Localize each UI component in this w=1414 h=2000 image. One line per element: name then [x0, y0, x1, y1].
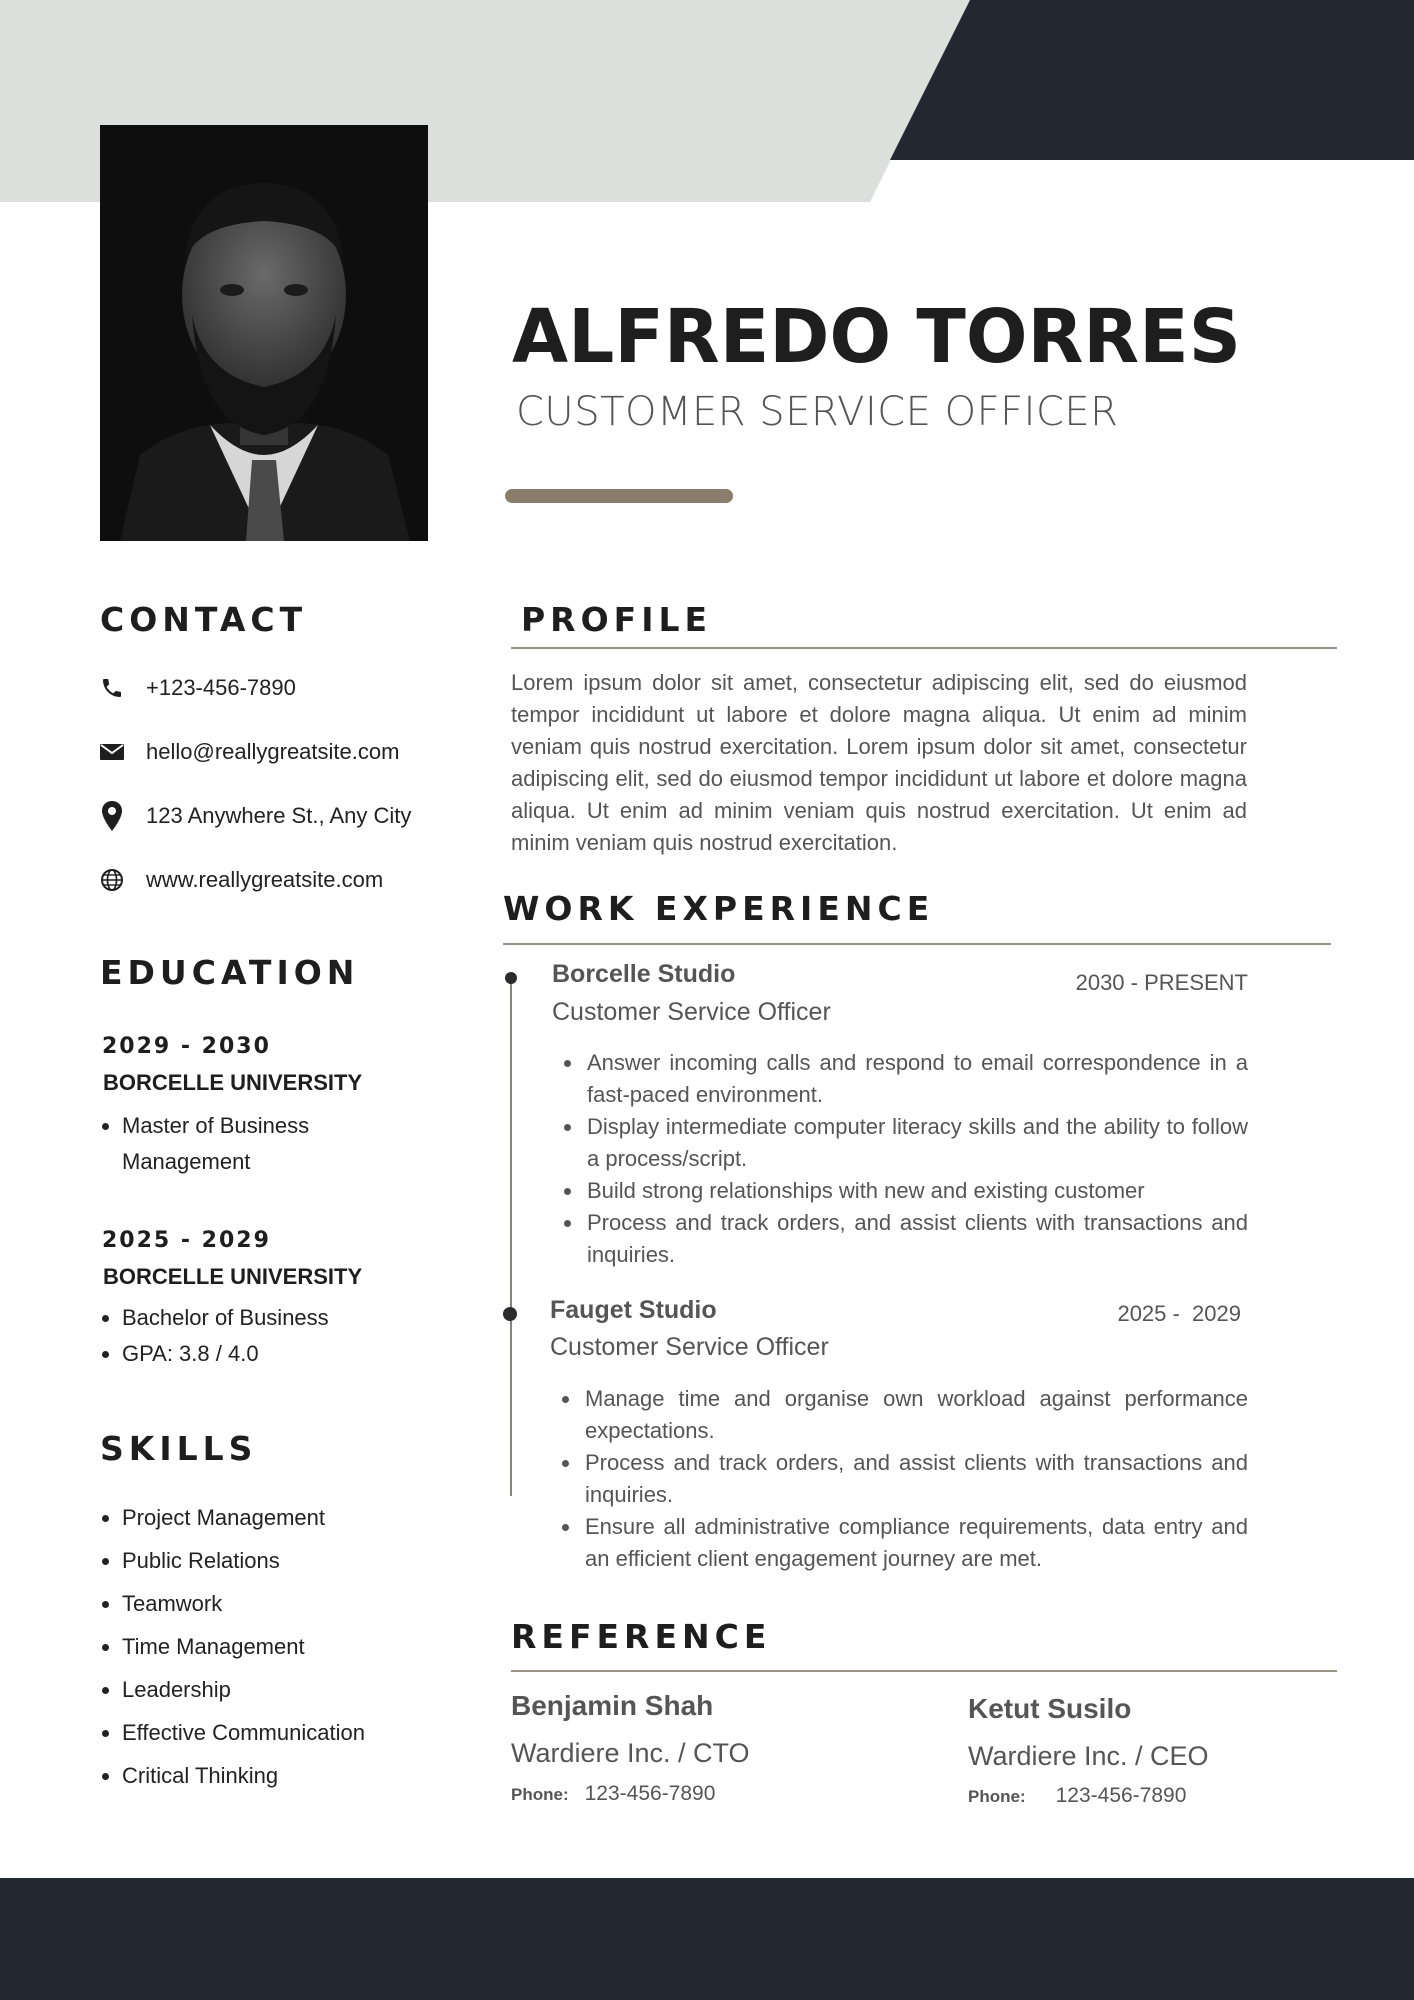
phone-number: 123-456-7890: [584, 1782, 716, 1805]
accent-bar: [505, 489, 733, 503]
job-duty: Process and track orders, and assist clients with transactions and inquiries.: [585, 1447, 1248, 1511]
profile-text: Lorem ipsum dolor sit amet, consectetur adipiscing elit, sed do eiusmod tempor incididunt ut labore et dolore magna aliqua. Ut enim ad minim veniam quis nostrud exercitation. Lorem ipsum dolor sit amet, consectetur adipiscing elit, sed do eiusmod tempor incididunt ut labore et dolore magna aliqua. Ut enim ad minim veniam quis nostrud exercitation. Ut enim ad minim veniam quis nostrud exercitation.: [511, 670, 1247, 855]
contact-email: [100, 736, 399, 768]
reference-divider: [511, 1670, 1337, 1672]
work-heading: WORK EXPERIENCE: [503, 889, 935, 928]
education-details: [100, 1108, 340, 1180]
job-duty: Display intermediate computer literacy skills and the ability to follow a process/script.: [587, 1111, 1248, 1175]
job-title: Customer Service Officer: [552, 998, 831, 1026]
contact-address-text: 123 Anywhere St., Any City: [146, 803, 412, 828]
globe-icon: [100, 866, 130, 894]
profile-divider: [511, 647, 1337, 649]
reference-heading: REFERENCE: [511, 1617, 772, 1656]
phone-label: Phone:: [511, 1785, 569, 1804]
job-duty: Process and track orders, and assist clients with transactions and inquiries.: [587, 1207, 1248, 1271]
job-duty: Manage time and organise own workload against performance expectations.: [585, 1383, 1248, 1447]
skill-item: Leadership: [100, 1674, 365, 1717]
dark-banner-shape: [890, 0, 1414, 160]
reference-name: Ketut Susilo: [968, 1693, 1132, 1724]
job-title: Customer Service Officer: [550, 1333, 829, 1361]
skills-heading: SKILLS: [100, 1429, 258, 1468]
work-divider: [503, 943, 1331, 945]
job-duty: Answer incoming calls and respond to email correspondence in a fast-paced environment.: [587, 1047, 1248, 1111]
reference-name: Benjamin Shah: [511, 1690, 714, 1721]
skill-item: Time Management: [100, 1631, 365, 1674]
education-school: BORCELLE UNIVERSITY: [103, 1264, 363, 1289]
profile-heading: PROFILE: [521, 600, 713, 639]
candidate-name: ALFREDO TORRES: [512, 294, 1241, 380]
job-duty: Build strong relationships with new and existing customer: [587, 1175, 1248, 1207]
job-duties: [585, 1383, 1248, 1575]
job-duty: Ensure all administrative compliance requirements, data entry and an efficient client engagement journey are met.: [585, 1511, 1248, 1575]
candidate-role: CUSTOMER SERVICE OFFICER: [516, 389, 1119, 435]
timeline-dot: [505, 972, 517, 984]
contact-phone: [100, 672, 296, 704]
phone-number: 123-456-7890: [1055, 1784, 1187, 1807]
education-years: 2025 - 2029: [102, 1228, 271, 1253]
skills-list: [100, 1502, 365, 1803]
footer-band: [0, 1878, 1414, 2000]
skill-item: Public Relations: [100, 1545, 365, 1588]
job-company: Fauget Studio: [550, 1296, 717, 1324]
job-company: Borcelle Studio: [552, 960, 736, 988]
education-details: [100, 1300, 400, 1372]
contact-phone-text: +123-456-7890: [146, 675, 296, 700]
skill-item: Project Management: [100, 1502, 365, 1545]
education-school: BORCELLE UNIVERSITY: [103, 1070, 363, 1095]
education-detail: Master of Business Management: [100, 1108, 340, 1180]
reference-phone: [511, 1782, 715, 1806]
education-heading: EDUCATION: [100, 953, 360, 992]
job-duties: [587, 1047, 1248, 1271]
contact-email-text: hello@reallygreatsite.com: [146, 739, 400, 764]
reference-org: Wardiere Inc. / CTO: [511, 1738, 750, 1768]
phone-icon: [100, 674, 130, 702]
education-years: 2029 - 2030: [102, 1034, 271, 1059]
email-icon: [100, 738, 130, 766]
skill-item: Effective Communication: [100, 1717, 365, 1760]
reference-org: Wardiere Inc. / CEO: [968, 1741, 1209, 1771]
location-pin-icon: [100, 802, 130, 830]
reference-phone: [968, 1784, 1186, 1808]
education-detail: GPA: 3.8 / 4.0: [100, 1336, 400, 1372]
profile-photo: [100, 125, 428, 541]
job-dates: 2025 - 2029: [1117, 1301, 1241, 1326]
phone-label: Phone:: [968, 1787, 1026, 1806]
education-detail: Bachelor of Business: [100, 1300, 400, 1336]
timeline-dot: [503, 1307, 517, 1321]
job-dates: 2030 - PRESENT: [1075, 970, 1248, 995]
contact-website-text: www.reallygreatsite.com: [146, 867, 384, 892]
timeline-line: [510, 978, 512, 1496]
contact-heading: CONTACT: [100, 600, 308, 639]
contact-website: [100, 864, 383, 896]
skill-item: Teamwork: [100, 1588, 365, 1631]
skill-item: Critical Thinking: [100, 1760, 365, 1803]
contact-address: [100, 800, 411, 832]
